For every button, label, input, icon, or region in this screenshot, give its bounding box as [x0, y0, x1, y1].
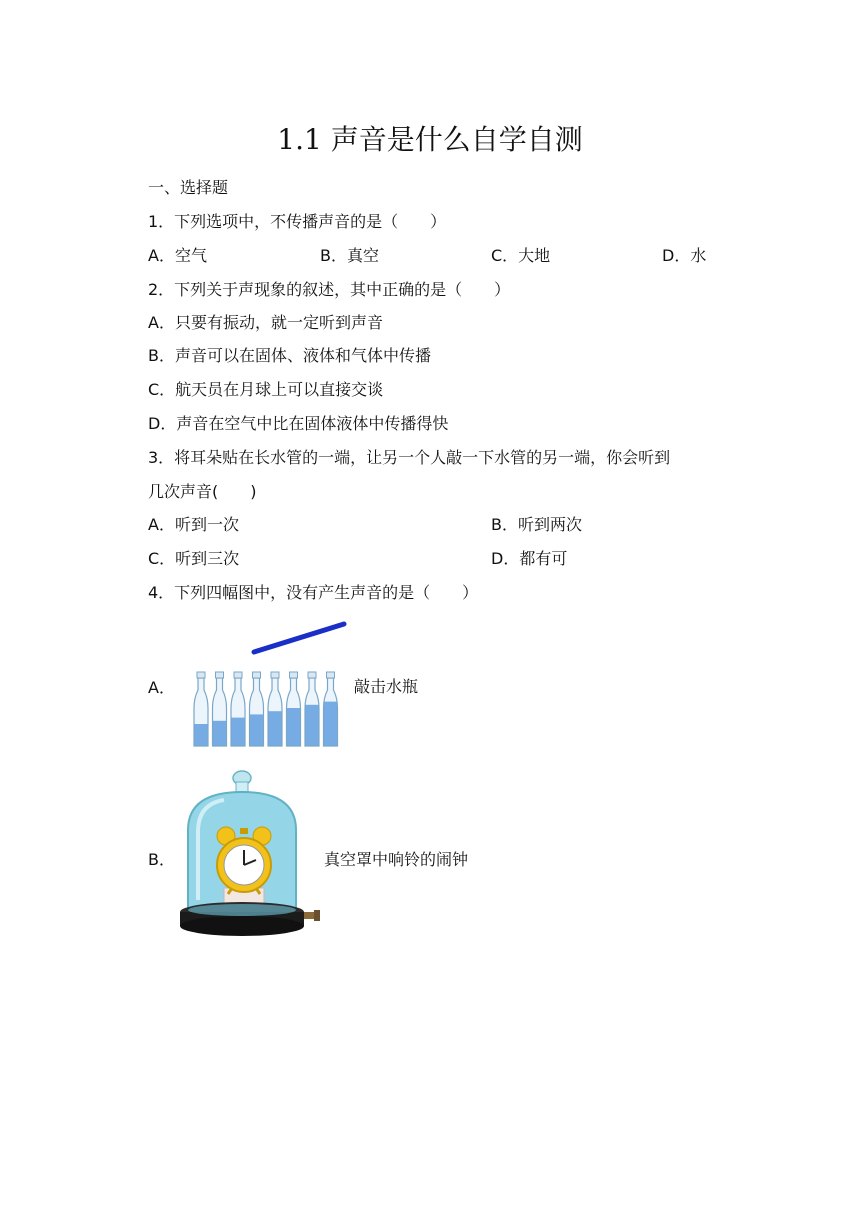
bottle-icon [305, 672, 319, 746]
page-title: 1.1 声音是什么自学自测 [277, 123, 583, 156]
question-4-option-a-letter[interactable]: A． [148, 678, 175, 697]
bottle-icon [268, 672, 282, 746]
section-heading: 一、选择题 [148, 178, 229, 197]
water-bottles-image [190, 620, 350, 750]
question-2-option-a[interactable]: A．只要有振动，就一定听到声音 [148, 313, 383, 332]
question-4-option-b-letter[interactable]: B． [148, 850, 175, 869]
bottle-icon [250, 672, 264, 746]
question-4-option-b-caption: 真空罩中响铃的闹钟 [324, 850, 469, 869]
question-4-option-a-caption: 敲击水瓶 [354, 677, 419, 696]
question-3-option-b[interactable]: B．听到两次 [491, 515, 582, 534]
question-1-stem: 1．下列选项中，不传播声音的是（ ） [148, 212, 447, 231]
bottle-icon [194, 672, 208, 746]
question-3-stem-line-1: 3．将耳朵贴在长水管的一端，让另一个人敲一下水管的另一端，你会听到 [148, 448, 671, 467]
question-2-option-d[interactable]: D．声音在空气中比在固体液体中传播得快 [148, 414, 449, 433]
question-1-option-c[interactable]: C．大地 [491, 246, 551, 265]
question-3-option-a[interactable]: A．听到一次 [148, 515, 239, 534]
question-1-option-b[interactable]: B．真空 [320, 246, 379, 265]
question-2-option-b[interactable]: B．声音可以在固体、液体和气体中传播 [148, 346, 431, 365]
bottle-icon [324, 672, 338, 746]
question-2-stem: 2．下列关于声现象的叙述，其中正确的是（ ） [148, 280, 511, 299]
question-3-stem-line-2: 几次声音( ) [148, 482, 257, 501]
question-4-stem: 4．下列四幅图中，没有产生声音的是（ ） [148, 583, 479, 602]
question-3-option-c[interactable]: C．听到三次 [148, 549, 240, 568]
question-1-option-a[interactable]: A．空气 [148, 246, 207, 265]
bottle-icon [231, 672, 245, 746]
bottle-icon [213, 672, 227, 746]
question-1-option-d[interactable]: D．水 [662, 246, 707, 265]
question-2-option-c[interactable]: C．航天员在月球上可以直接交谈 [148, 380, 384, 399]
question-3-option-d[interactable]: D．都有可 [491, 549, 568, 568]
bell-jar-alarm-clock-image [180, 770, 330, 942]
bottle-icon [287, 672, 301, 746]
